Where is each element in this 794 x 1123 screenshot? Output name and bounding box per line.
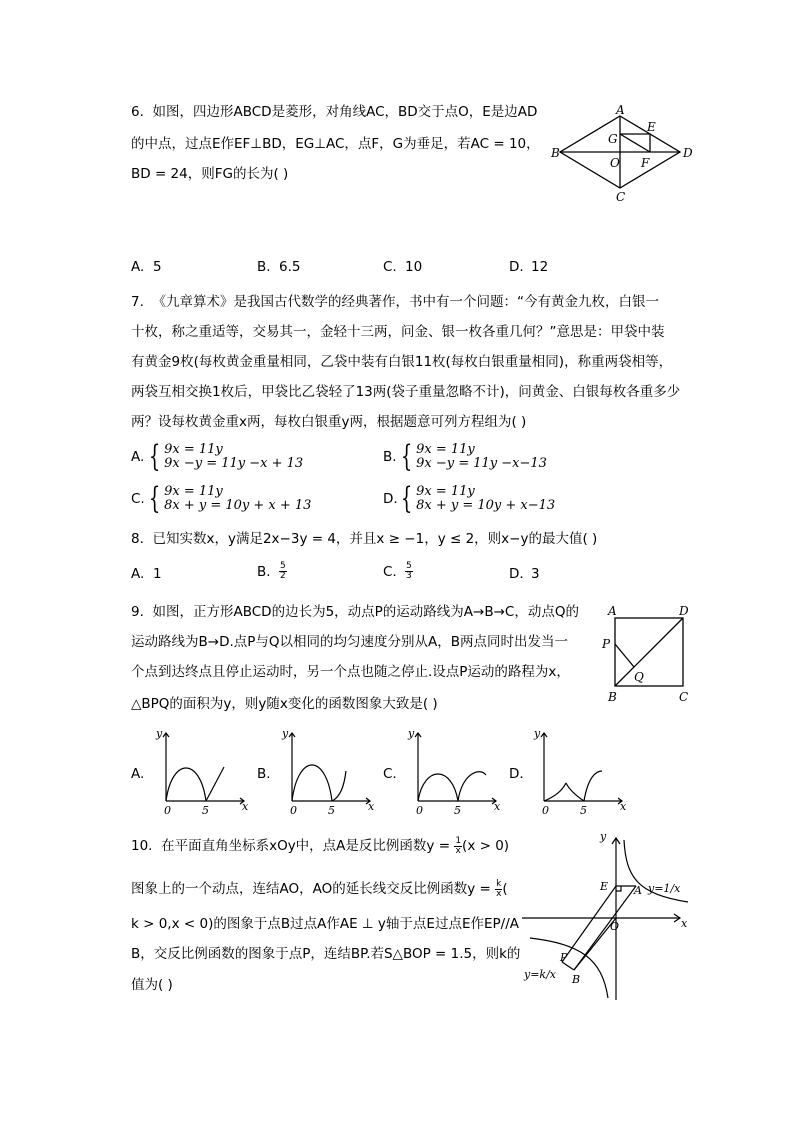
curve-d-3 [584,771,602,801]
q10-line-5: 值为( ) [131,977,173,993]
svg-text:5: 5 [454,804,461,817]
q7-number: 7. [131,294,144,310]
label-c: C [616,190,626,204]
svg-text:5: 5 [580,804,587,817]
q8-number: 8. [131,531,144,547]
svg-text:y: y [408,727,415,740]
label-y-k-over-x: y=k/x [524,968,557,981]
q9-option-a-label[interactable]: A. [131,766,145,782]
svg-text:P: P [560,951,568,964]
svg-text:0: 0 [164,804,171,817]
curve-a-2 [206,767,224,801]
q6-line-2: 的中点，过点E作EF⊥BD，EG⊥AC，点F，G为垂足，若AC = 10， [131,136,540,152]
label-a: A [608,604,617,618]
label-q: Q [634,670,644,684]
svg-text:0: 0 [290,804,297,817]
label-e: E [647,120,656,134]
q10-line-2: 图象上的一个动点，连结AO，AO的延长线交反比例函数y = $\frac{k}{x}$ ( [131,878,508,899]
q9-line-4: △BPQ的面积为y，则y随x变化的函数图象大致是( ) [131,696,438,712]
q8-option-a[interactable]: A. 1 [131,566,162,582]
q9-square-figure [598,600,698,706]
q9-option-b-graph[interactable] [278,727,378,817]
diagonal-bd [615,618,683,686]
q7-line-3: 有黄金9枚(每枚黄金重量相同，乙袋中装有白银11枚(每枚白银重量相同)，称重两袋相等， [131,354,673,370]
label-b: B [608,690,617,704]
svg-text:A: A [634,884,642,897]
svg-text:0: 0 [542,804,549,817]
svg-text:y: y [534,727,541,740]
q7-option-c[interactable]: C. { 9x = 11y 8x + y = 10y + x + 13 [131,481,312,516]
label-b: B [551,146,560,160]
q9-option-b-label[interactable]: B. [257,766,271,782]
svg-text:y: y [156,727,163,740]
q9-line-1: 9. 如图，正方形ABCD的边长为5，动点P的运动路线为A→B→C，动点Q的 [131,604,579,620]
q6-option-a[interactable]: A. 5 [131,259,162,275]
svg-text:x: x [681,917,688,930]
label-f: F [641,156,650,170]
svg-text:x: x [242,800,249,813]
q10-line-1: 10. 在平面直角坐标系xOy中，点A是反比例函数y = $\frac{1}{x}$ (x > 0) [131,835,510,856]
q9-line-2: 运动路线为B→D.点P与Q以相同的均匀速度分别从A，B两点同时出发当一 [131,634,569,650]
svg-text:5: 5 [202,804,209,817]
label-o: O [610,156,620,170]
q10-number: 10. [131,838,153,854]
curve-c-2 [458,772,486,801]
svg-text:y: y [600,830,607,843]
q8-option-c[interactable]: C. $\frac{5}{3}$ [383,561,412,581]
right-angle-mark [616,886,621,891]
label-g: G [608,132,618,146]
svg-text:y: y [282,727,289,740]
label-d: D [683,146,693,160]
label-y-1-over-x: y=1/x [648,882,681,895]
label-c: C [679,690,689,704]
line-ab [574,886,636,970]
segment-fg [620,134,650,152]
segment-pq [615,644,634,667]
curve-a-1 [166,768,206,801]
q7-option-b[interactable]: B. { 9x = 11y 9x −y = 11y −x−13 [383,439,547,474]
label-a: A [616,104,625,117]
q8-option-b[interactable]: B. $\frac{5}{2}$ [257,561,286,581]
curve-d-1 [544,783,566,801]
q6-option-c[interactable]: C. 10 [383,259,423,275]
q8-option-d[interactable]: D. 3 [509,566,540,582]
q6-option-d[interactable]: D. 12 [509,259,549,275]
q10-coordinate-figure [520,828,694,1002]
q7-line-2: 十枚，称之重适等，交易其一，金轻十三两，问金、银一枚各重几何？”意思是：甲袋中装 [131,324,665,340]
q7-option-d[interactable]: D. { 9x = 11y 8x + y = 10y + x−13 [383,481,556,516]
q10-line-4: B，交反比例函数的图象于点P，连结BP.若S△BOP = 1.5，则k的 [131,946,521,962]
svg-text:0: 0 [416,804,423,817]
svg-text:B: B [572,973,581,986]
q9-option-d-label[interactable]: D. [509,766,524,782]
q6-line-1: 6. 如图，四边形ABCD是菱形，对角线AC，BD交于点O，E是边AD [131,104,538,120]
curve-d-2 [566,783,584,801]
q7-line-4: 两袋互相交换1枚后，甲袋比乙袋轻了13两(袋子重量忽略不计)，问黄金、白银每枚各重多少 [131,384,681,400]
q9-number: 9. [131,604,144,620]
q9-option-d-graph[interactable] [530,727,630,817]
curve-c-1 [418,774,458,801]
q10-line-3: k > 0,x < 0)的图象于点B过点A作AE ⊥ y轴于点E过点E作EP//A [131,916,519,932]
svg-text:O: O [610,920,620,933]
q9-line-3: 个点到达终点且停止运动时，另一个点也随之停止.设点P运动的路程为x， [131,664,570,680]
svg-text:x: x [620,800,627,813]
q6-number: 6. [131,104,144,120]
curve-b-2 [332,771,346,801]
q9-option-c-label[interactable]: C. [383,766,397,782]
q9-option-c-graph[interactable] [404,727,504,817]
q6-line-3: BD = 24，则FG的长为( ) [131,166,289,182]
q6-option-b[interactable]: B. 6.5 [257,259,301,275]
svg-text:5: 5 [328,804,335,817]
q7-option-a[interactable]: A. { 9x = 11y 9x −y = 11y −x + 13 [131,439,304,474]
svg-text:x: x [368,800,375,813]
q8-line-1: 8. 已知实数x，y满足2x−3y = 4，并且x ≥ −1，y ≤ 2，则x−y的最大值( ) [131,531,598,547]
label-d: D [679,604,689,618]
svg-text:E: E [600,880,609,893]
svg-text:x: x [494,800,501,813]
label-p: P [602,637,611,651]
q7-line-5: 两？设每枚黄金重x两，每枚白银重y两，根据题意可列方程组为( ) [131,414,527,430]
curve-b-1 [292,765,332,801]
q6-rhombus-figure [550,104,695,204]
q7-line-1: 7. 《九章算术》是我国古代数学的经典著作，书中有一个问题：“今有黄金九枚，白银一 [131,294,659,310]
q9-option-a-graph[interactable] [152,727,252,817]
